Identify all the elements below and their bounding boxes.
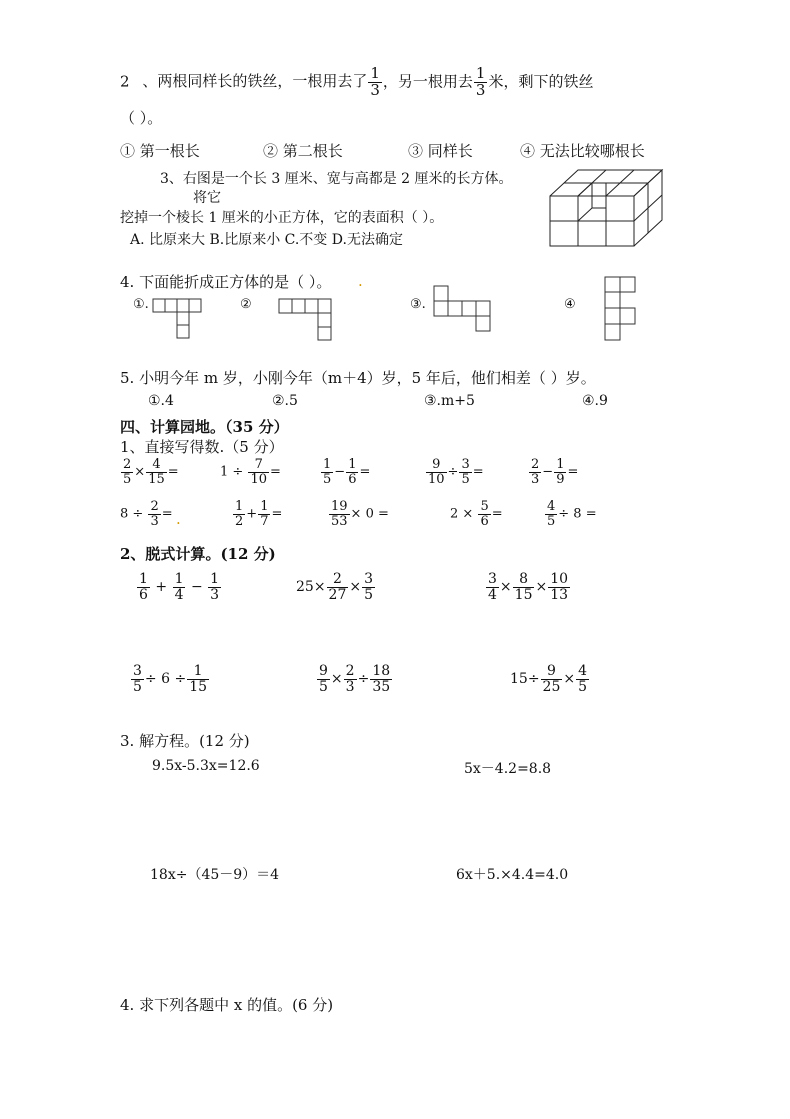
equation-2: 5x－4.2=8.8 (464, 761, 552, 777)
q2-option-1: ① 第一根长 (120, 142, 200, 160)
equation-4: 6x＋5.×4.4=4.0 (456, 867, 569, 883)
find-x-heading: 4. 求下列各题中 x 的值。(6 分) (120, 996, 334, 1014)
tuoshi-expr-3: $\frac{3}{4}$ × $\frac{8}{15}$ × $\frac{10}{13}$ (488, 571, 569, 603)
q4-label-2: ② (240, 297, 252, 312)
net-2 (278, 298, 338, 342)
tuoshi-expr-6: 15÷ $\frac{9}{25}$ × $\frac{4}{5}$ (510, 663, 588, 695)
q4-stem: 4. 下面能折成正方体的是（ ）。 (120, 273, 332, 291)
q5-option-3: ③.m+5 (424, 393, 475, 409)
tuoshi-heading: 2、脱式计算。(12 分) (120, 545, 276, 563)
direct-item-1-5: $\frac{2}{3}$ − $\frac{1}{9}$ = (531, 457, 579, 487)
q4-label-4: ④ (564, 297, 576, 312)
q2-fraction1: $\frac{1}{3}$ (370, 64, 380, 99)
q3-line1: 3、右图是一个长 3 厘米、宽与高都是 2 厘米的长方体。 (160, 171, 513, 187)
q4-label-3: ③. (410, 297, 426, 312)
equation-3: 18x÷（45－9）＝4 (150, 867, 280, 883)
q5-option-2: ②.5 (272, 393, 298, 409)
q2-text3: 米，剩下的铁丝 (488, 72, 594, 91)
direct-item-2-2: $\frac{1}{2}$ + $\frac{1}{7}$ = (235, 499, 283, 529)
equation-heading: 3. 解方程。(12 分) (120, 732, 250, 750)
direct-mark: . (176, 510, 181, 528)
q5-option-4: ④.9 (582, 393, 608, 409)
q2-option-4: ④ 无法比较哪根长 (520, 142, 645, 160)
q2-text2: ，另一根用去 (382, 72, 473, 91)
tuoshi-expr-2: 25× $\frac{2}{27}$ × $\frac{3}{5}$ (296, 571, 374, 603)
q2-number: 2 (120, 72, 130, 91)
q3-options: A. 比原来大 B.比原来小 C.不变 D.无法确定 (130, 232, 403, 248)
q2-fraction2: $\frac{1}{3}$ (475, 64, 486, 99)
q2-option-2: ② 第二根长 (263, 142, 343, 160)
direct-calc-heading: 1、直接写得数.（5 分） (120, 438, 284, 456)
q2-stem (120, 66, 593, 99)
direct-item-2-5: $\frac{4}{5}$ ÷ 8 = (547, 499, 597, 529)
section4-title: 四、计算园地。（35 分） (120, 418, 289, 436)
direct-item-1-3: $\frac{1}{5}$ − $\frac{1}{6}$ = (323, 457, 371, 487)
cuboid-figure (548, 168, 666, 248)
q2-option-3: ③ 同样长 (408, 142, 473, 160)
tuoshi-expr-5: $\frac{9}{5}$ × $\frac{2}{3}$ ÷ $\frac{18}{35}$ (319, 663, 391, 695)
net-4 (604, 276, 638, 342)
q3-line3: 挖掉一个棱长 1 厘米的小正方体，它的表面积（ ）。 (120, 210, 444, 226)
q5-option-1: ①.4 (148, 393, 174, 409)
tuoshi-expr-4: $\frac{3}{5}$ ÷ 6 ÷ $\frac{1}{15}$ (133, 663, 208, 695)
q2-text1: 、两根同样长的铁丝，一根用去了 (142, 72, 368, 91)
q4-label-1: ①. (133, 297, 149, 312)
direct-item-1-4: $\frac{9}{10}$ ÷ $\frac{3}{5}$ = (428, 457, 484, 487)
equation-1: 9.5x-5.3x=12.6 (152, 758, 260, 774)
direct-item-2-4: 2 × $\frac{5}{6}$ = (450, 499, 503, 529)
direct-item-2-3: $\frac{19}{53}$ × 0 = (331, 499, 389, 529)
q4-mark: . (358, 272, 363, 290)
direct-item-1-1: $\frac{2}{5}$ × $\frac{4}{15}$ = (123, 457, 179, 487)
q2-answer-paren: （ ）。 (120, 109, 163, 127)
net-1 (152, 298, 206, 342)
q3-line2: 将它 (193, 190, 221, 206)
q5-stem: 5. 小明今年 m 岁，小刚今年（m＋4）岁，5 年后，他们相差（ ）岁。 (120, 369, 596, 387)
direct-item-1-2: 1 ÷ $\frac{7}{10}$ = (220, 457, 281, 487)
net-3 (433, 285, 493, 333)
direct-item-2-1: 8 ÷ $\frac{2}{3}$ = (120, 499, 173, 529)
tuoshi-expr-1: $\frac{1}{6}$ + $\frac{1}{4}$ − $\frac{1}{3}$ (139, 571, 220, 603)
